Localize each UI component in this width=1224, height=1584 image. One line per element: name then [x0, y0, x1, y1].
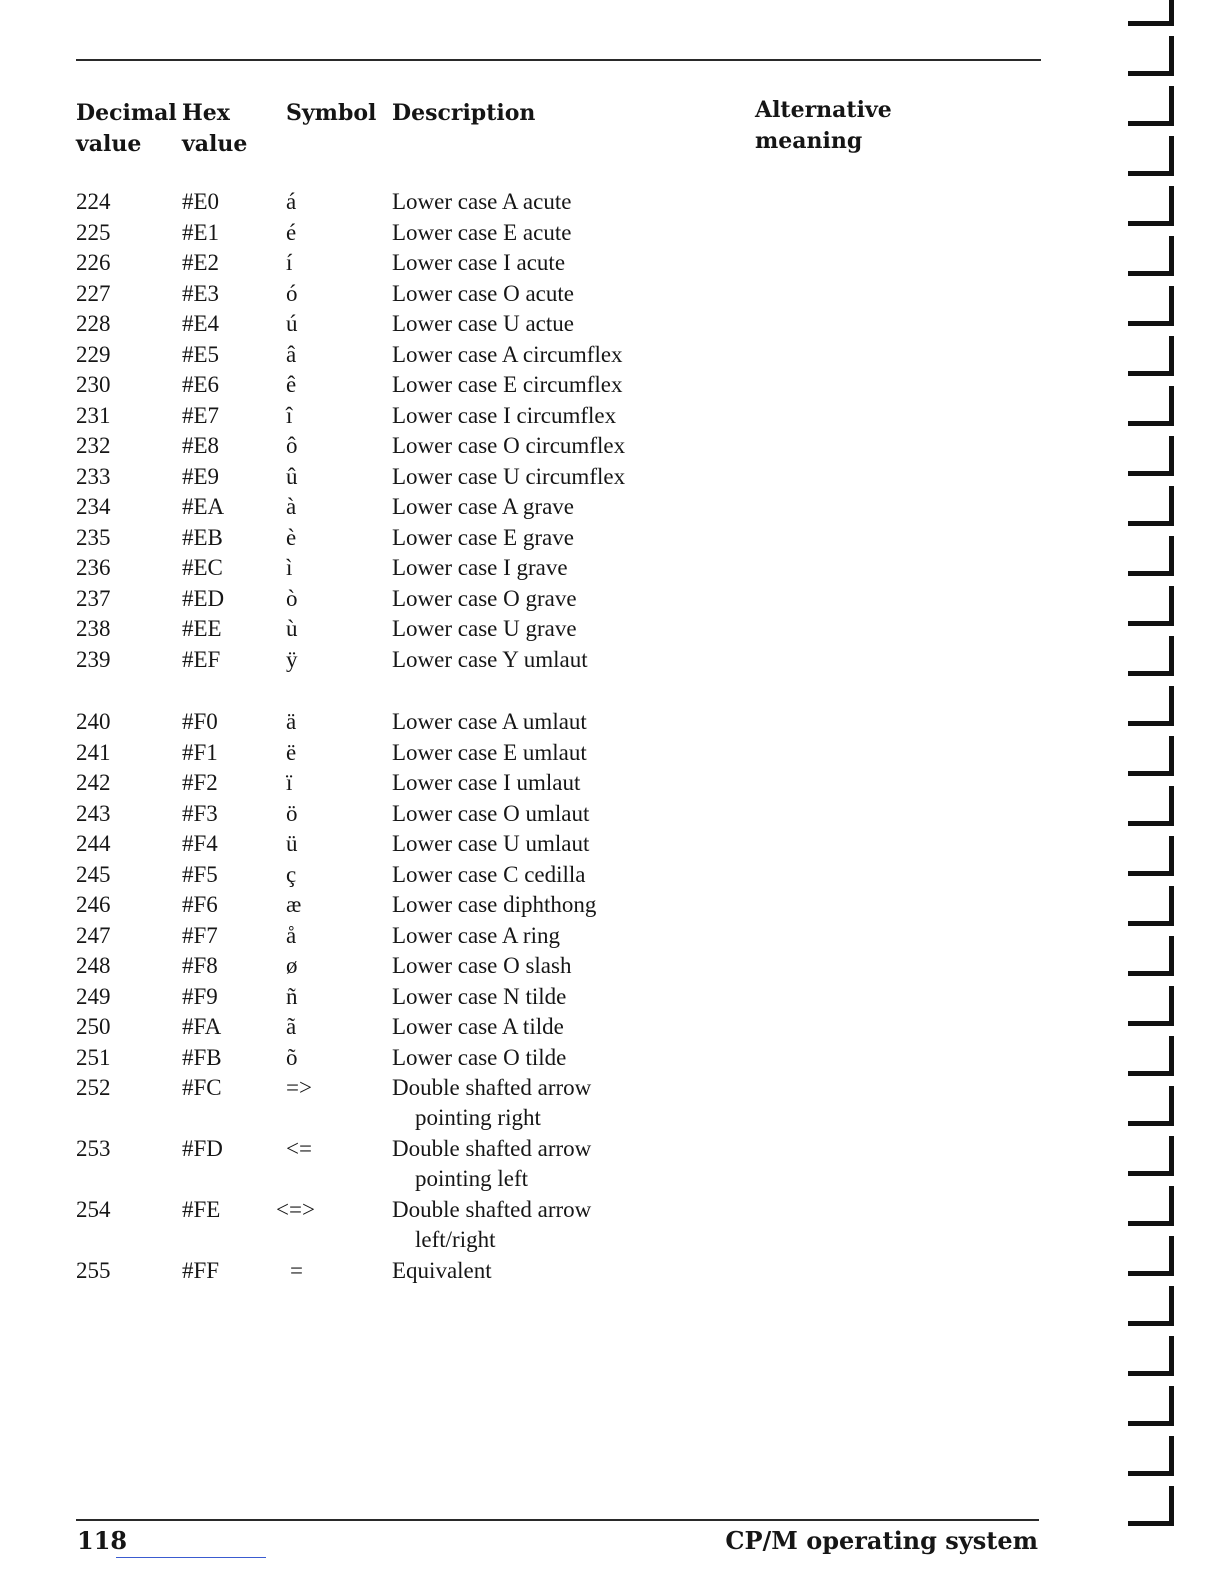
- table-row: [0, 799, 1224, 830]
- binding-tab-bar: [1128, 1071, 1174, 1076]
- symbol-cell: ê: [286, 372, 297, 397]
- header-description: Description: [392, 100, 536, 126]
- bottom-rule: [76, 1519, 1039, 1521]
- decimal-cell: 236: [76, 555, 111, 580]
- binding-tab: [1128, 414, 1174, 426]
- table-row: [0, 370, 1224, 401]
- header-decimal-value: Decimal value: [76, 100, 177, 157]
- symbol-cell: õ: [286, 1044, 298, 1070]
- table-row: [0, 614, 1224, 645]
- binding-tab: [1128, 814, 1174, 826]
- binding-tab: [1128, 1314, 1174, 1326]
- binding-tab-bar: [1128, 1171, 1174, 1176]
- description-cell: Lower case C cedilla: [392, 861, 586, 887]
- binding-tab-bar: [1128, 71, 1174, 76]
- description-cell: Lower case U actue: [392, 311, 574, 336]
- binding-tab-bar: [1128, 121, 1174, 126]
- hex-cell: #F6: [182, 892, 218, 917]
- binding-tab-bar: [1128, 1521, 1174, 1526]
- table-row: [0, 248, 1224, 279]
- symbol-cell: â: [286, 341, 297, 367]
- binding-tab-post: [1169, 136, 1174, 176]
- table-row: [0, 982, 1224, 1013]
- binding-tab: [1128, 1114, 1174, 1126]
- binding-tab-bar: [1128, 821, 1174, 826]
- decimal-cell: 247: [76, 922, 111, 948]
- hex-cell: #E3: [182, 280, 220, 306]
- binding-tab: [1128, 464, 1174, 476]
- description-cell: Equivalent: [392, 1258, 492, 1283]
- decimal-cell: 232: [76, 433, 111, 458]
- description-cell: Lower case A acute: [392, 189, 572, 214]
- binding-tab: [1128, 1464, 1174, 1476]
- description-cell: Lower case E circumflex: [392, 372, 623, 397]
- decimal-cell: 227: [76, 280, 111, 306]
- description-cell: Lower case diphthong: [392, 892, 597, 917]
- binding-tab-bar: [1128, 1271, 1174, 1276]
- binding-tab: [1128, 114, 1174, 126]
- symbol-cell: ó: [286, 280, 298, 306]
- hex-cell: #F5: [182, 861, 218, 887]
- decimal-cell: 234: [76, 494, 111, 519]
- binding-tab-post: [1169, 986, 1174, 1026]
- binding-tab-bar: [1128, 371, 1174, 376]
- binding-tab-bar: [1128, 871, 1174, 876]
- description-cell: Lower case O circumflex: [392, 433, 626, 458]
- binding-tab-bar: [1128, 571, 1174, 576]
- description-cell: Lower case A tilde: [392, 1014, 564, 1039]
- symbol-cell: î: [286, 402, 293, 428]
- decimal-cell: 252: [76, 1075, 111, 1100]
- decimal-cell: 241: [76, 739, 111, 765]
- hex-cell: #E5: [182, 341, 220, 367]
- binding-tab-bar: [1128, 721, 1174, 726]
- binding-tab-post: [1169, 1186, 1174, 1226]
- binding-tab-bar: [1128, 1421, 1174, 1426]
- table-row: [0, 187, 1224, 218]
- table-row: [0, 921, 1224, 952]
- table-row: [0, 492, 1224, 523]
- hex-cell: #FA: [182, 1014, 222, 1039]
- decimal-cell: 250: [76, 1014, 111, 1039]
- binding-tab-bar: [1128, 921, 1174, 926]
- table-row: [0, 768, 1224, 799]
- table-row: [0, 523, 1224, 554]
- character-table: [0, 187, 1224, 1287]
- table-row: [0, 218, 1224, 249]
- description-cell: Lower case A umlaut: [392, 709, 587, 734]
- hex-cell: #E1: [182, 219, 220, 245]
- table-row: [0, 1012, 1224, 1043]
- description-cell: Double shafted arrow: [392, 1197, 592, 1222]
- binding-tab-post: [1169, 86, 1174, 126]
- binding-tab-bar: [1128, 971, 1174, 976]
- symbol-cell: é: [286, 219, 297, 245]
- symbol-cell: ô: [286, 433, 298, 458]
- symbol-cell: ï: [286, 770, 293, 795]
- binding-tab-post: [1169, 1286, 1174, 1326]
- binding-tab-post: [1169, 1136, 1174, 1176]
- binding-tab-post: [1169, 1386, 1174, 1426]
- binding-tab: [1128, 364, 1174, 376]
- description-cell: Lower case U grave: [392, 616, 577, 641]
- table-row: [0, 401, 1224, 432]
- binding-tab: [1128, 514, 1174, 526]
- binding-tab-bar: [1128, 271, 1174, 276]
- description-cell: Lower case U circumflex: [392, 463, 626, 489]
- binding-tab-bar: [1128, 471, 1174, 476]
- table-row: [0, 645, 1224, 676]
- binding-tab-bar: [1128, 521, 1174, 526]
- binding-tab-bar: [1128, 1121, 1174, 1126]
- binding-tab-post: [1169, 1336, 1174, 1376]
- binding-tab-bar: [1128, 171, 1174, 176]
- symbol-cell: =>: [286, 1075, 312, 1100]
- binding-tab-post: [1169, 736, 1174, 776]
- binding-tab: [1128, 614, 1174, 626]
- hex-cell: #FC: [182, 1075, 222, 1100]
- binding-tab: [1128, 1364, 1174, 1376]
- hex-cell: #EC: [182, 555, 223, 580]
- table-row: [0, 309, 1224, 340]
- symbol-cell: ñ: [286, 983, 298, 1009]
- table-row: [0, 707, 1224, 738]
- binding-tab-bar: [1128, 21, 1174, 26]
- binding-tab-bar: [1128, 1371, 1174, 1376]
- decimal-cell: 229: [76, 341, 111, 367]
- binding-tab-post: [1169, 1086, 1174, 1126]
- binding-tab: [1128, 664, 1174, 676]
- binding-tab-post: [1169, 1036, 1174, 1076]
- table-row: [0, 553, 1224, 584]
- table-row: [0, 584, 1224, 615]
- hex-cell: #E9: [182, 463, 220, 489]
- header-hex-value: Hex value: [182, 100, 248, 157]
- hex-cell: #F2: [182, 770, 218, 795]
- description-cell: Lower case O slash: [392, 953, 572, 978]
- binding-tab-post: [1169, 936, 1174, 976]
- decimal-cell: 224: [76, 189, 111, 214]
- page-number-underline: [116, 1557, 266, 1558]
- symbol-cell: ò: [286, 585, 298, 611]
- binding-tab: [1128, 914, 1174, 926]
- decimal-cell: 255: [76, 1258, 111, 1283]
- binding-tab-post: [1169, 286, 1174, 326]
- decimal-cell: 233: [76, 463, 111, 489]
- description-cell: Lower case I grave: [392, 555, 568, 580]
- binding-tab-post: [1169, 36, 1174, 76]
- symbol-cell: ù: [286, 616, 298, 641]
- hex-cell: #F3: [182, 800, 218, 826]
- symbol-cell: à: [286, 494, 297, 519]
- hex-cell: #F4: [182, 831, 218, 856]
- binding-tab: [1128, 314, 1174, 326]
- symbol-cell: ë: [286, 739, 297, 765]
- decimal-cell: 245: [76, 861, 111, 887]
- decimal-cell: 235: [76, 524, 111, 550]
- symbol-cell: ü: [286, 831, 298, 856]
- binding-tab-post: [1169, 236, 1174, 276]
- binding-tab: [1128, 1164, 1174, 1176]
- decimal-cell: 228: [76, 311, 111, 336]
- description-cell: Lower case A grave: [392, 494, 575, 519]
- symbol-cell: è: [286, 524, 297, 550]
- binding-tab-post: [1169, 686, 1174, 726]
- hex-cell: #E8: [182, 433, 220, 458]
- decimal-cell: 225: [76, 219, 111, 245]
- decimal-cell: 237: [76, 585, 111, 611]
- decimal-cell: 243: [76, 800, 111, 826]
- description-cell: Double shafted arrow: [392, 1136, 592, 1161]
- binding-tab-post: [1169, 1236, 1174, 1276]
- symbol-cell: å: [286, 922, 297, 948]
- table-row: [0, 1134, 1224, 1195]
- binding-tab-bar: [1128, 221, 1174, 226]
- symbol-cell: á: [286, 189, 297, 214]
- description-cell: Lower case O umlaut: [392, 800, 590, 826]
- page-number: 118: [77, 1526, 128, 1555]
- table-row: [0, 860, 1224, 891]
- description-continuation: pointing left: [415, 1166, 529, 1191]
- binding-tab: [1128, 764, 1174, 776]
- binding-tab: [1128, 1014, 1174, 1026]
- binding-tab-post: [1169, 636, 1174, 676]
- table-row: [0, 1195, 1224, 1256]
- binding-tab-post: [1169, 0, 1174, 26]
- table-row: [0, 1043, 1224, 1074]
- description-cell: Lower case N tilde: [392, 983, 567, 1009]
- binding-tab-bar: [1128, 1221, 1174, 1226]
- symbol-cell: ú: [286, 311, 298, 336]
- binding-tab: [1128, 864, 1174, 876]
- binding-tab: [1128, 1214, 1174, 1226]
- hex-cell: #E4: [182, 311, 220, 336]
- binding-tab-post: [1169, 186, 1174, 226]
- binding-tab-bar: [1128, 1021, 1174, 1026]
- binding-tab-post: [1169, 1436, 1174, 1476]
- symbol-cell: ÿ: [286, 646, 298, 672]
- binding-tab: [1128, 14, 1174, 26]
- hex-cell: #FF: [182, 1258, 220, 1283]
- hex-cell: #F7: [182, 922, 218, 948]
- hex-cell: #E0: [182, 189, 220, 214]
- symbol-cell: í: [286, 250, 293, 275]
- hex-cell: #EE: [182, 616, 222, 641]
- table-row: [0, 829, 1224, 860]
- description-cell: Lower case I umlaut: [392, 770, 581, 795]
- hex-cell: #E2: [182, 250, 220, 275]
- hex-cell: #F1: [182, 739, 218, 765]
- binding-tab-post: [1169, 486, 1174, 526]
- hex-cell: #F9: [182, 983, 218, 1009]
- binding-tab: [1128, 1414, 1174, 1426]
- hex-cell: #EF: [182, 646, 221, 672]
- hex-cell: #EB: [182, 524, 223, 550]
- binding-tab: [1128, 1514, 1174, 1526]
- decimal-cell: 246: [76, 892, 111, 917]
- binding-tab: [1128, 1064, 1174, 1076]
- binding-tab-post: [1169, 886, 1174, 926]
- hex-cell: #F0: [182, 709, 218, 734]
- binding-tab: [1128, 1264, 1174, 1276]
- description-cell: Lower case E umlaut: [392, 739, 587, 765]
- decimal-cell: 242: [76, 770, 111, 795]
- decimal-cell: 249: [76, 983, 111, 1009]
- decimal-cell: 226: [76, 250, 111, 275]
- hex-cell: #FB: [182, 1044, 222, 1070]
- binding-tab-post: [1169, 786, 1174, 826]
- table-row: [0, 279, 1224, 310]
- symbol-cell: ç: [286, 861, 297, 887]
- decimal-cell: 251: [76, 1044, 111, 1070]
- binding-tab-bar: [1128, 771, 1174, 776]
- hex-cell: #E6: [182, 372, 220, 397]
- description-cell: Lower case A ring: [392, 922, 560, 948]
- symbol-cell: <=: [286, 1136, 312, 1161]
- footer-title: CP/M operating system: [725, 1526, 1038, 1555]
- hex-cell: #ED: [182, 585, 225, 611]
- description-cell: Lower case O tilde: [392, 1044, 567, 1070]
- binding-tab-post: [1169, 336, 1174, 376]
- binding-tab-post: [1169, 536, 1174, 576]
- symbol-cell: <=>: [276, 1197, 315, 1222]
- decimal-cell: 244: [76, 831, 111, 856]
- description-cell: Lower case O grave: [392, 585, 577, 611]
- binding-tab: [1128, 264, 1174, 276]
- description-cell: Double shafted arrow: [392, 1075, 592, 1100]
- binding-tab: [1128, 964, 1174, 976]
- hex-cell: #F8: [182, 953, 218, 978]
- table-row: [0, 431, 1224, 462]
- symbol-cell: ö: [286, 800, 298, 826]
- hex-cell: #FE: [182, 1197, 221, 1222]
- binding-tab-bar: [1128, 321, 1174, 326]
- description-cell: Lower case O acute: [392, 280, 574, 306]
- description-cell: Lower case U umlaut: [392, 831, 590, 856]
- symbol-cell: ã: [286, 1014, 297, 1039]
- symbol-cell: =: [290, 1258, 303, 1283]
- description-cell: Lower case A circumflex: [392, 341, 623, 367]
- decimal-cell: 253: [76, 1136, 111, 1161]
- binding-tab: [1128, 714, 1174, 726]
- symbol-cell: û: [286, 463, 298, 489]
- binding-tab-post: [1169, 586, 1174, 626]
- binding-tab: [1128, 164, 1174, 176]
- description-cell: Lower case E acute: [392, 219, 572, 245]
- binding-tab-post: [1169, 386, 1174, 426]
- binding-tab-bar: [1128, 671, 1174, 676]
- table-row: [0, 738, 1224, 769]
- binding-tab-post: [1169, 436, 1174, 476]
- decimal-cell: 239: [76, 646, 111, 672]
- description-cell: Lower case E grave: [392, 524, 574, 550]
- table-row: [0, 340, 1224, 371]
- binding-tab-bar: [1128, 621, 1174, 626]
- decimal-cell: 238: [76, 616, 111, 641]
- description-continuation: pointing right: [415, 1105, 541, 1130]
- binding-tab-bar: [1128, 421, 1174, 426]
- binding-tab-bar: [1128, 1471, 1174, 1476]
- header-alternative-meaning: Alternative meaning: [755, 97, 892, 154]
- symbol-cell: ä: [286, 709, 297, 734]
- table-row: [0, 462, 1224, 493]
- description-cell: Lower case I acute: [392, 250, 566, 275]
- table-row: [0, 890, 1224, 921]
- description-cell: Lower case Y umlaut: [392, 646, 588, 672]
- decimal-cell: 230: [76, 372, 111, 397]
- symbol-cell: æ: [286, 892, 302, 917]
- description-cell: Lower case I circumflex: [392, 402, 617, 428]
- binding-tab-bar: [1128, 1321, 1174, 1326]
- table-row: [0, 1073, 1224, 1134]
- hex-cell: #E7: [182, 402, 220, 428]
- symbol-cell: ø: [286, 953, 298, 978]
- decimal-cell: 231: [76, 402, 111, 428]
- decimal-cell: 248: [76, 953, 111, 978]
- hex-cell: #FD: [182, 1136, 223, 1161]
- top-rule: [76, 59, 1041, 61]
- binding-tab-post: [1169, 1486, 1174, 1526]
- table-row: [0, 1256, 1224, 1287]
- symbol-cell: ì: [286, 555, 293, 580]
- binding-tab: [1128, 214, 1174, 226]
- decimal-cell: 240: [76, 709, 111, 734]
- hex-cell: #EA: [182, 494, 225, 519]
- binding-tab: [1128, 564, 1174, 576]
- table-row: [0, 951, 1224, 982]
- header-symbol: Symbol: [286, 100, 377, 126]
- binding-tab-post: [1169, 836, 1174, 876]
- binding-tab: [1128, 64, 1174, 76]
- decimal-cell: 254: [76, 1197, 111, 1222]
- description-continuation: left/right: [415, 1227, 496, 1252]
